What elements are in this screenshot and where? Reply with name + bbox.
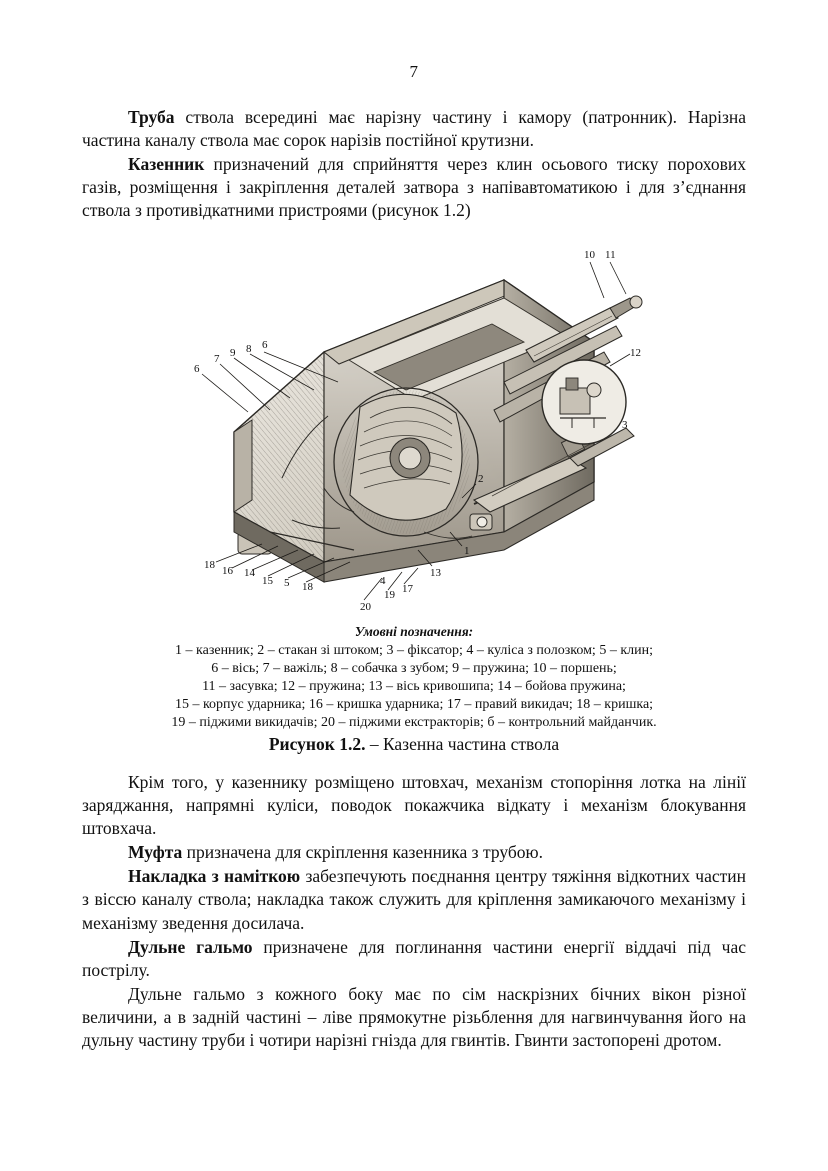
svg-text:11: 11	[605, 249, 616, 262]
legend-line-4: 15 – корпус ударника; 16 – кришка ударника; 17 – правий викидач; 18 – кришка;	[174, 697, 654, 713]
figure-caption-text: – Казенна частина ствола	[365, 734, 560, 754]
svg-text:16: 16	[222, 565, 233, 578]
legend-title: Умовні позначення:	[354, 624, 474, 640]
svg-text:10: 10	[584, 249, 595, 262]
legend-line-3: 11 – засувка; 12 – пружина; 13 – вісь кривошипа; 14 – бойова пружина;	[202, 679, 626, 695]
paragraph-krim-togo	[82, 771, 746, 840]
legend-line-1: 1 – казенник; 2 – стакан зі штоком; 3 – фіксатор; 4 – куліса з полозком; 5 – клин;	[175, 643, 653, 659]
paragraph-truba	[82, 106, 746, 152]
svg-text:17: 17	[402, 583, 413, 596]
svg-text:18: 18	[302, 581, 313, 594]
svg-text:13: 13	[430, 567, 441, 580]
paragraph-mufta-lead: Муфта	[128, 842, 183, 863]
svg-text:4: 4	[380, 575, 386, 588]
paragraph-dulne-galmo-2	[82, 983, 746, 1052]
svg-text:1: 1	[464, 545, 470, 558]
svg-text:3: 3	[622, 419, 628, 432]
figure-caption-label: Рисунок 1.2.	[268, 734, 366, 754]
paragraph-truba-text: ствола всередині має нарізну частину і камору (патронник). Нарізна частина каналу ствола має сорок нарізів постійної крутизни.	[82, 107, 746, 151]
paragraph-truba-lead: Труба	[128, 107, 175, 127]
legend-line-2: 6 – вісь; 7 – важіль; 8 – собачка з зубом; 9 – пружина; 10 – поршень;	[211, 661, 617, 677]
paragraph-kazennyk-text: призначений для сприйняття через клин осьового тиску порохових газів, розміщення і закріплення деталей затвора з напівавтоматикою і для з’єднання ствола з противідкатними пристроями (рисунок 1.2)	[82, 154, 746, 221]
svg-text:14: 14	[244, 567, 255, 580]
svg-text:8: 8	[246, 343, 252, 356]
paragraph-dulne-galmo-lead: Дульне гальмо	[128, 936, 253, 957]
svg-text:15: 15	[262, 575, 273, 588]
paragraph-mufta	[82, 841, 746, 864]
svg-text:9: 9	[230, 347, 236, 360]
svg-text:6: 6	[194, 363, 200, 376]
detail-inset-circle	[542, 360, 626, 444]
paragraph-dulne-galmo-text: призначене для поглинання частини енергії віддачі під час пострілу.	[82, 936, 747, 980]
legend-line-5: 19 – піджими викидачів; 20 – піджими екстракторів; б – контрольний майданчик.	[171, 715, 657, 731]
paragraph-kazennyk	[82, 153, 746, 222]
svg-text:2: 2	[478, 473, 484, 486]
paragraph-krim-togo-text: Крім того, у казеннику розміщено штовхач, механізм стопоріння лотка на лінії заряджання, напрямні куліси, поводок покажчика відкату і механізм блокування штовхача.	[82, 772, 746, 839]
breech-assembly-illustration	[174, 232, 654, 622]
breech-block-body	[234, 280, 594, 582]
svg-text:7: 7	[214, 353, 220, 366]
paragraph-nakladka-text: забезпечують поєднання центру тяжіння відкотних частин з віссю каналу ствола; накладка також служить для кріплення замикаючого механізму і механізму зведення досилача.	[82, 866, 746, 933]
svg-text:18: 18	[204, 559, 215, 572]
paragraph-nakladka	[82, 865, 746, 934]
svg-text:12: 12	[630, 347, 641, 360]
svg-text:6: 6	[262, 339, 268, 352]
page-number: 7	[409, 62, 419, 81]
paragraph-mufta-text: призначена для скріплення казенника з трубою.	[182, 842, 543, 863]
paragraph-kazennyk-lead: Казенник	[128, 154, 205, 175]
svg-text:20: 20	[360, 601, 371, 614]
svg-text:19: 19	[384, 589, 395, 602]
paragraph-dulne-galmo	[82, 936, 746, 982]
paragraph-nakladka-lead: Накладка з наміткою	[128, 866, 301, 887]
svg-text:5: 5	[284, 577, 290, 590]
paragraph-dulne-galmo-2-text: Дульне гальмо з кожного боку має по сім наскрізних бічних вікон різної величини, а в задній частині – ліве прямокутне різьблення для нагвинчування його на дульну частину труби і чотири нарізні гнізда для гвинтів. Гвинти застопорені дротом.	[82, 983, 746, 1051]
figure-1-2	[82, 232, 746, 755]
figure-caption	[82, 734, 746, 755]
